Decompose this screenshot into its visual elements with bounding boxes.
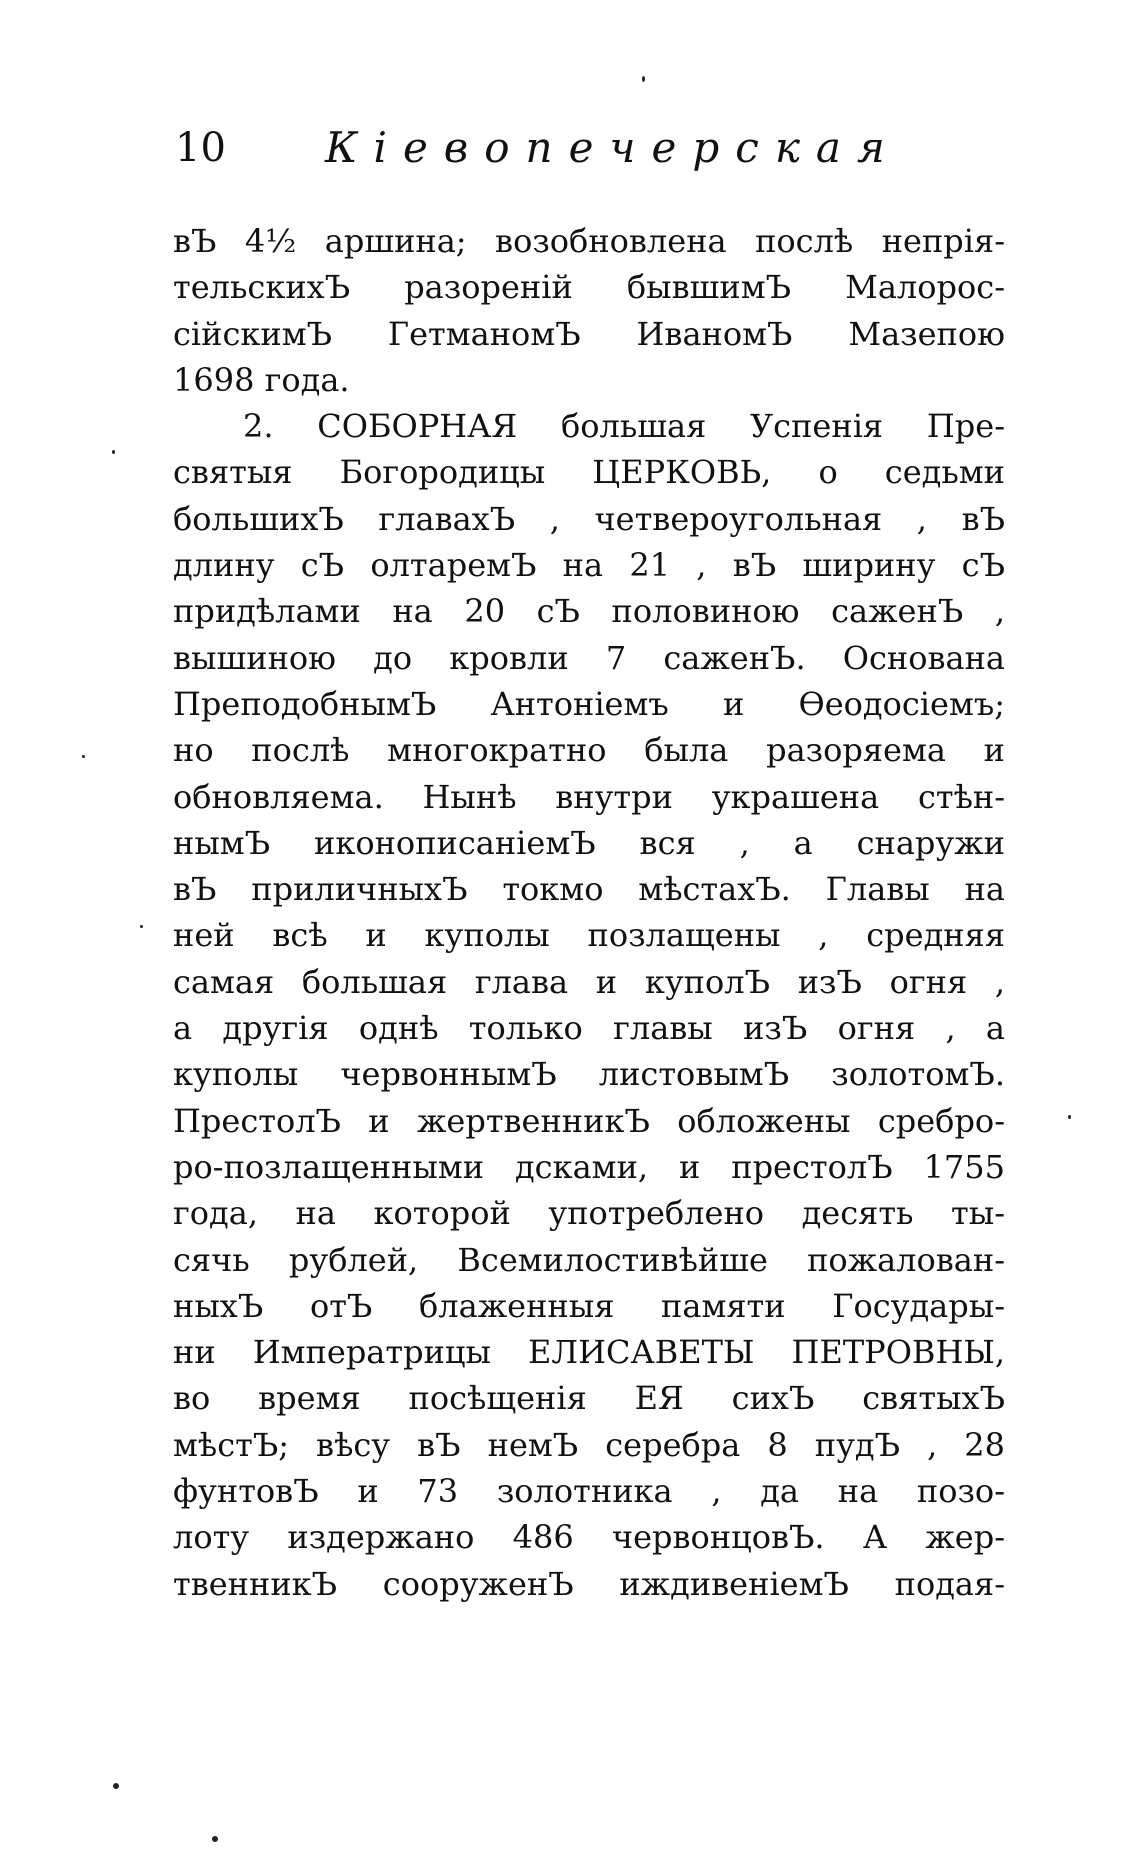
text-line: вЪ 4½ аршина; возобновлена послѣ непрія-: [173, 222, 1005, 260]
print-speck: [82, 755, 85, 758]
text-line: ни Императрицы ЕЛИСАВЕТЫ ПЕТРОВНЫ,: [173, 1333, 1005, 1372]
text-line: длину сЪ олтаремЪ на 21 , вЪ ширину сЪ: [173, 546, 1005, 585]
text-line: большихЪ главахЪ , четвероугольная , вЪ: [173, 499, 1005, 538]
text-line: ро-позлащенными дсками, и престолЪ 1755: [173, 1147, 1005, 1186]
text-line: лоту издержано 486 червонцовЪ. А жер-: [173, 1518, 1005, 1557]
text-line: сячь рублей, Всемилостивѣйше пожалован-: [173, 1240, 1005, 1279]
text-line: сійскимЪ ГетманомЪ ИваномЪ Мазепою: [173, 314, 1005, 353]
text-line: ПреподобнымЪ Антоніемъ и Ѳеодосіемъ;: [173, 684, 1005, 723]
print-speck: [140, 925, 143, 928]
page-number: 10: [175, 125, 226, 171]
body-text: [173, 218, 1005, 1607]
text-line: во время посѣщенія ЕЯ сихЪ святыхЪ: [173, 1379, 1005, 1418]
text-line: обновляема. Нынѣ внутри украшена стѣн-: [173, 777, 1005, 816]
text-line: но послѣ многократно была разоряема и: [173, 731, 1005, 770]
text-line: года, на которой употреблено десять ты-: [173, 1194, 1005, 1233]
text-line: ПрестолЪ и жертвенникЪ обложены сребро-: [173, 1101, 1005, 1140]
print-speck: [642, 76, 645, 82]
text-line: вЪ приличныхЪ токмо мѣстахЪ. Главы на: [173, 870, 1005, 909]
print-speck: [212, 1836, 218, 1842]
print-speck: [112, 450, 115, 454]
text-line: ней всѣ и куполы позлащены , средняя: [173, 916, 1005, 955]
text-line: самая большая глава и куполЪ изЪ огня ,: [173, 962, 1005, 1001]
page-header: [175, 118, 975, 178]
text-line: святыя Богородицы ЦЕРКОВЬ, о седьми: [173, 453, 1005, 492]
print-speck: [1068, 1115, 1071, 1119]
text-line: твенникЪ сооруженЪ иждивеніемЪ подая-: [173, 1564, 1005, 1603]
text-line: ныхЪ отЪ блаженныя памяти Государы-: [173, 1286, 1005, 1325]
text-line: нымЪ иконописаніемЪ вся , а снаружи: [173, 823, 1005, 862]
text-line: вышиною до кровли 7 саженЪ. Основана: [173, 638, 1005, 677]
text-line: куполы червоннымЪ листовымЪ золотомЪ.: [173, 1055, 1005, 1094]
text-line: придѣлами на 20 сЪ половиною саженЪ ,: [173, 592, 1005, 631]
text-line: а другія однѣ только главы изЪ огня , а: [173, 1009, 1005, 1048]
text-line: тельскихЪ разореній бывшимЪ Малорос-: [173, 268, 1005, 307]
text-line: фунтовЪ и 73 золотника , да на позо-: [173, 1472, 1005, 1511]
running-title: Кіевопечерская: [325, 123, 901, 172]
print-speck: [113, 1783, 119, 1789]
text-line: 1698 года.: [173, 360, 350, 399]
text-line: мѣстЪ; вѣсу вЪ немЪ серебра 8 пудЪ , 28: [173, 1425, 1005, 1464]
text-line: 2. СОБОРНАЯ большая Успенія Пре-: [243, 407, 1005, 446]
